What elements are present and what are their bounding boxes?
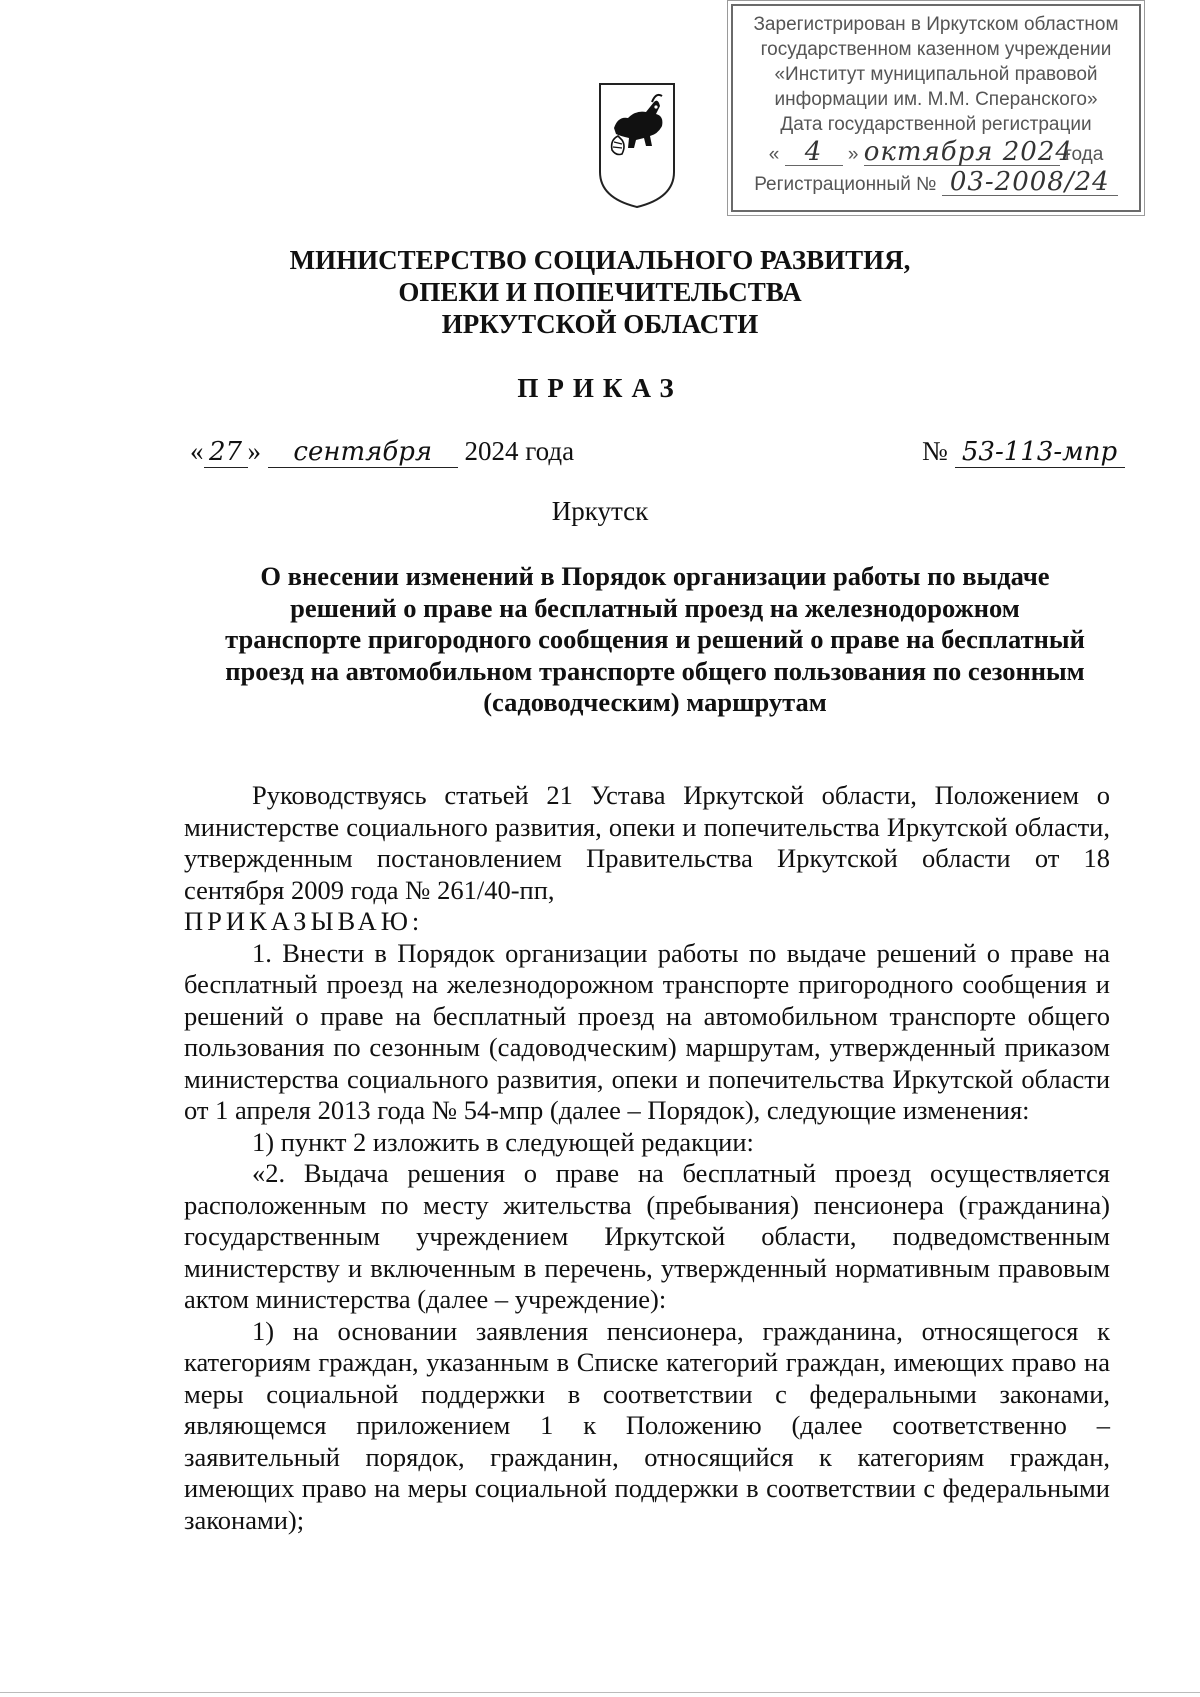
body-paragraph: Руководствуясь статьей 21 Устава Иркутской области, Положением о министерстве социального развития, опеки и попечительства Иркутской области, утвержденным постановлением Правительства Иркутской области от 18 сентября 2009 года № 261/40-пп,: [184, 780, 1110, 905]
stamp-quote-open: «: [768, 144, 780, 165]
stamp-line: Зарегистрирован в Иркутском областном: [753, 14, 1119, 35]
body-paragraph: 1) пункт 2 изложить в следующей редакции:: [252, 1126, 754, 1157]
registration-stamp: [731, 4, 1141, 212]
subject-line: транспорте пригородного сообщения и решений о праве на бесплатный: [225, 624, 1085, 654]
body-paragraph: 1) на основании заявления пенсионера, гражданина, относящегося к категориям граждан, указанным в Списке категорий граждан, имеющих право на меры социальной поддержки в соответствии с федеральными законами, являющемся приложением 1 к Положению (далее соответственно – заявительный порядок, гражданин, относящийся к категориям граждан, имеющих право на меры социальной поддержки в соответствии с федеральными законами);: [184, 1315, 1110, 1535]
order-year: 2024 года: [464, 436, 575, 466]
order-number-label: №: [922, 436, 948, 466]
stamp-line: государственном казенном учреждении: [760, 39, 1112, 60]
stamp-reg-number: 03-2008/24: [942, 170, 1118, 196]
page-edge-line: [0, 1692, 1200, 1693]
document-type-title: ПРИКАЗ: [517, 373, 683, 403]
subject-line: проезд на автомобильном транспорте общего пользования по сезонным: [225, 655, 1085, 686]
order-body: [184, 780, 1110, 1536]
coat-of-arms-icon: [596, 80, 678, 210]
order-directive: ПРИКАЗЫВАЮ:: [184, 906, 424, 936]
ministry-line: ОПЕКИ И ПОПЕЧИТЕЛЬСТВА: [398, 277, 802, 307]
stamp-reg-row: [733, 167, 1139, 197]
stamp-reg-label: Регистрационный №: [754, 174, 937, 195]
order-month: сентября: [268, 437, 458, 468]
order-quote-open: «: [190, 436, 204, 466]
subject-line: решений о праве на бесплатный проезд на железнодорожном: [290, 592, 1020, 623]
stamp-date-row: [733, 137, 1139, 167]
subject-line: (садоводческим) маршрутам: [483, 687, 827, 717]
stamp-line: информации им. М.М. Сперанского»: [774, 89, 1098, 110]
stamp-line: Дата государственной регистрации: [780, 114, 1092, 135]
order-subject: [200, 561, 1110, 719]
stamp-day: 4: [785, 140, 843, 166]
stamp-month: октября 2024: [863, 137, 1073, 167]
ministry-line: МИНИСТЕРСТВО СОЦИАЛЬНОГО РАЗВИТИЯ,: [289, 245, 911, 275]
order-number-value: 53-113-мпр: [955, 437, 1125, 468]
ministry-heading: [0, 244, 1200, 340]
ministry-line: ИРКУТСКОЙ ОБЛАСТИ: [441, 309, 759, 339]
order-number: [922, 436, 1125, 468]
order-quote-close: »: [247, 436, 261, 466]
subject-line: О внесении изменений в Порядок организации работы по выдаче: [260, 561, 1050, 591]
order-city: Иркутск: [551, 496, 649, 526]
stamp-quote-close: »: [847, 144, 859, 165]
order-day: 27: [204, 437, 248, 468]
body-paragraph: 1. Внести в Порядок организации работы по выдаче решений о праве на бесплатный проезд на железнодорожном транспорте пригородного сообщения и решений о праве на бесплатный проезд на автомобильном транспорте общего пользования по сезонным (садоводческим) маршрутам, утвержденный приказом министерства социального развития, опеки и попечительства Иркутской области от 1 апреля 2013 года № 54-мпр (далее – Порядок), следующие изменения:: [184, 937, 1110, 1125]
order-date: [190, 436, 574, 468]
stamp-line: «Институт муниципальной правовой: [774, 64, 1098, 85]
stamp-year-word: года: [1064, 144, 1104, 165]
body-paragraph: «2. Выдача решения о праве на бесплатный проезд осуществляется расположенным по месту жительства (пребывания) пенсионера (гражданина) государственным учреждением Иркутской области, подведомственным министерству и включенным в перечень, утвержденный нормативным правовым актом министерства (далее – учреждение):: [184, 1158, 1110, 1314]
